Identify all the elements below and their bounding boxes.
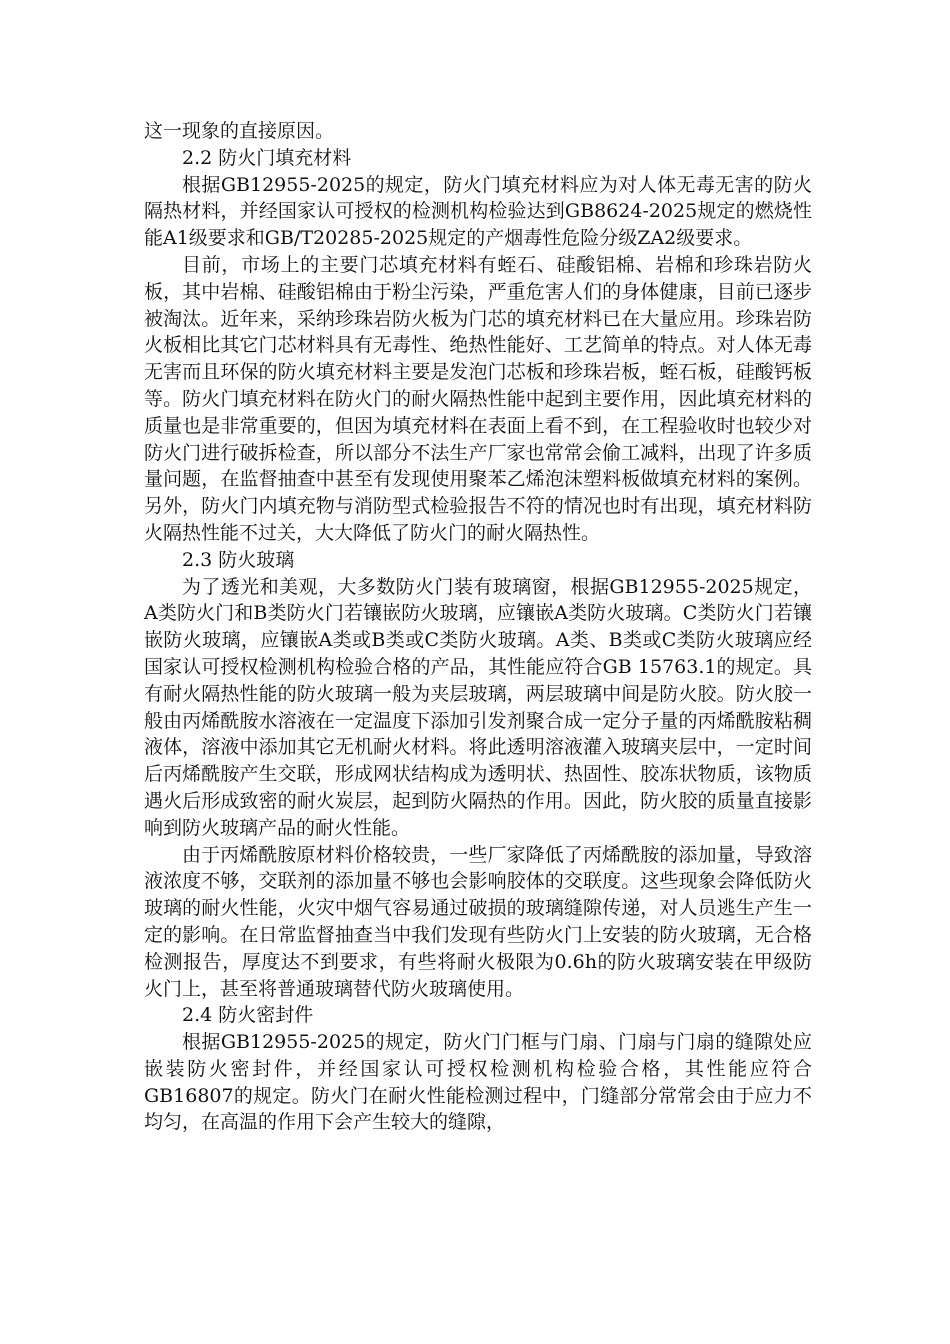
paragraph-filler-standard: 根据GB12955-2025的规定，防火门填充材料应为对人体无毒无害的防火隔热材料，并经国家认可授权的检测机构检验达到GB8624-2025规定的燃烧性能A1级要求和GB/T20285-2025规定的产烟毒性危险分级ZA2级要求。 xyxy=(144,173,812,250)
section-heading-2-4: 2.4 防火密封件 xyxy=(182,1004,314,1027)
section-heading-2-2: 2.2 防火门填充材料 xyxy=(182,146,352,169)
paragraph-seal-standard: 根据GB12955-2025的规定，防火门门框与门扇、门扇与门扇的缝隙处应嵌装防火密封件，并经国家认可授权检测机构检验合格，其性能应符合GB16807的规定。防火门在耐火性能检测过程中，门缝部分常常会由于应力不均匀，在高温的作用下会产生较大的缝隙， xyxy=(144,1031,812,1134)
paragraph-filler-market: 目前，市场上的主要门芯填充材料有蛭石、硅酸铝棉、岩棉和珍珠岩防火板，其中岩棉、硅酸铝棉由于粉尘污染，严重危害人们的身体健康，目前已逐步被淘汰。近年来，采纳珍珠岩防火板为门芯的填充材料已在大量应用。珍珠岩防火板相比其它门芯材料具有无毒性、绝热性能好、工艺简单的特点。对人体无毒无害而且环保的防火填充材料主要是发泡门芯板和珍珠岩板，蛭石板，硅酸钙板等。防火门填充材料在防火门的耐火隔热性能中起到主要作用，因此填充材料的质量也是非常重要的，但因为填充材料在表面上看不到，在工程验收时也较少对防火门进行破拆检查，所以部分不法生产厂家也常常会偷工减料，出现了许多质量问题，在监督抽查中甚至有发现使用聚苯乙烯泡沫塑料板做填充材料的案例。另外，防火门内填充物与消防型式检验报告不符的情况也时有出现，填充材料防火隔热性能不过关，大大降低了防火门的耐火隔热性。 xyxy=(144,253,812,544)
paragraph-continuation: 这一现象的直接原因。 xyxy=(144,120,335,142)
document-body xyxy=(144,118,812,1136)
paragraph-glass-standard: 为了透光和美观，大多数防火门装有玻璃窗，根据GB12955-2025规定，A类防火门和B类防火门若镶嵌防火玻璃，应镶嵌A类防火玻璃。C类防火门若镶嵌防火玻璃，应镶嵌A类或B类或C类防火玻璃。A类、B类或C类防火玻璃应经国家认可授权检测机构检验合格的产品，其性能应符合GB 15763.1的规定。具有耐火隔热性能的防火玻璃一般为夹层玻璃，两层玻璃中间是防火胶。防火胶一般由丙烯酰胺水溶液在一定温度下添加引发剂聚合成一定分子量的丙烯酰胺粘稠液体，溶液中添加其它无机耐火材料。将此透明溶液灌入玻璃夹层中，一定时间后丙烯酰胺产生交联，形成网状结构成为透明状、热固性、胶冻状物质，该物质遇火后形成致密的耐火炭层，起到防火隔热的作用。因此，防火胶的质量直接影响到防火玻璃产品的耐火性能。 xyxy=(144,575,812,839)
paragraph-glass-issues: 由于丙烯酰胺原材料价格较贵，一些厂家降低了丙烯酰胺的添加量，导致溶液浓度不够，交联剂的添加量不够也会影响胶体的交联度。这些现象会降低防火玻璃的耐火性能，火灾中烟气容易通过破损的玻璃缝隙传递，对人员逃生产生一定的影响。在日常监督抽查当中我们发现有些防火门上安装的防火玻璃，无合格检测报告，厚度达不到要求，有些将耐火极限为0.6h的防火玻璃安装在甲级防火门上，甚至将普通玻璃替代防火玻璃使用。 xyxy=(144,843,812,1000)
section-heading-2-3: 2.3 防火玻璃 xyxy=(182,548,295,571)
